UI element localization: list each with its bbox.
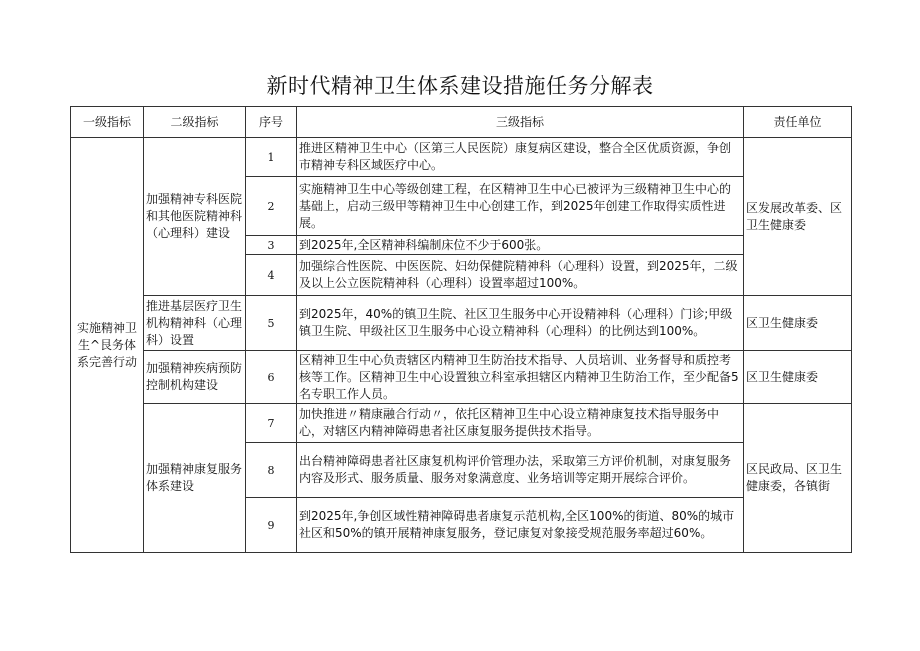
table-row bbox=[71, 138, 852, 177]
level3-cell: 实施精神卫生中心等级创建工程，在区精神卫生中心已被评为三级精神卫生中心的基础上，启动三级甲等精神卫生中心创建工作，到2025年创建工作取得实质性进展。 bbox=[297, 177, 744, 236]
resp-cell: 区发展改革委、区卫生健康委 bbox=[744, 138, 852, 296]
table-row bbox=[71, 351, 852, 404]
level3-cell: 到2025年,全区精神科编制床位不少于600张。 bbox=[297, 236, 744, 255]
level3-cell: 区精神卫生中心负责辖区内精神卫生防治技术指导、人员培训、业务督导和质控考核等工作。区精神卫生中心设置独立科室承担辖区内精神卫生防治工作，至少配备5名专职工作人员。 bbox=[297, 351, 744, 404]
level2-cell: 推进基层医疗卫生机构精神科（心理科）设置 bbox=[144, 296, 246, 351]
task-table bbox=[70, 106, 852, 553]
header-resp: 责任单位 bbox=[744, 107, 852, 138]
level3-cell: 加强综合性医院、中医医院、妇幼保健院精神科（心理科）设置，到2025年，二级及以上公立医院精神科（心理科）设置率超过100%。 bbox=[297, 255, 744, 296]
page-title: 新时代精神卫生体系建设措施任务分解表 bbox=[266, 74, 654, 98]
level2-cell: 加强精神专科医院和其他医院精神科（心理科）建设 bbox=[144, 138, 246, 296]
level1-cell: 实施精神卫生^艮务体系完善行动 bbox=[71, 138, 144, 553]
seq-cell: 8 bbox=[246, 443, 297, 498]
seq-cell: 4 bbox=[246, 255, 297, 296]
level3-cell: 推进区精神卫生中心（区第三人民医院）康复病区建设，整合全区优质资源，争创市精神专科区域医疗中心。 bbox=[297, 138, 744, 177]
seq-cell: 5 bbox=[246, 296, 297, 351]
level2-cell: 加强精神疾病预防控制机构建设 bbox=[144, 351, 246, 404]
resp-cell: 区民政局、区卫生健康委，各镇街 bbox=[744, 404, 852, 553]
header-level3: 三级指标 bbox=[297, 107, 744, 138]
seq-cell: 7 bbox=[246, 404, 297, 443]
seq-cell: 6 bbox=[246, 351, 297, 404]
level3-cell: 到2025年,争创区域性精神障碍患者康复示范机构,全区100%的街道、80%的城市社区和50%的镇开展精神康复服务，登记康复对象接受规范服务率超过60%。 bbox=[297, 498, 744, 553]
header-seq: 序号 bbox=[246, 107, 297, 138]
table-row bbox=[71, 404, 852, 443]
seq-cell: 3 bbox=[246, 236, 297, 255]
level2-cell: 加强精神康复服务体系建设 bbox=[144, 404, 246, 553]
level3-cell: 到2025年，40%的镇卫生院、社区卫生服务中心开设精神科（心理科）门诊;甲级镇卫生院、甲级社区卫生服务中心设立精神科（心理科）的比例达到100%。 bbox=[297, 296, 744, 351]
table-row bbox=[71, 296, 852, 351]
resp-cell: 区卫生健康委 bbox=[744, 351, 852, 404]
level3-cell: 出台精神障碍患者社区康复机构评价管理办法，采取第三方评价机制，对康复服务内容及形式、服务质量、服务对象满意度、业务培训等定期开展综合评价。 bbox=[297, 443, 744, 498]
resp-cell: 区卫生健康委 bbox=[744, 296, 852, 351]
seq-cell: 9 bbox=[246, 498, 297, 553]
level3-cell: 加快推进〃精康融合行动〃，依托区精神卫生中心设立精神康复技术指导服务中心，对辖区内精神障碍患者社区康复服务提供技术指导。 bbox=[297, 404, 744, 443]
header-level1: 一级指标 bbox=[71, 107, 144, 138]
seq-cell: 2 bbox=[246, 177, 297, 236]
header-level2: 二级指标 bbox=[144, 107, 246, 138]
header-row bbox=[71, 107, 852, 138]
seq-cell: 1 bbox=[246, 138, 297, 177]
